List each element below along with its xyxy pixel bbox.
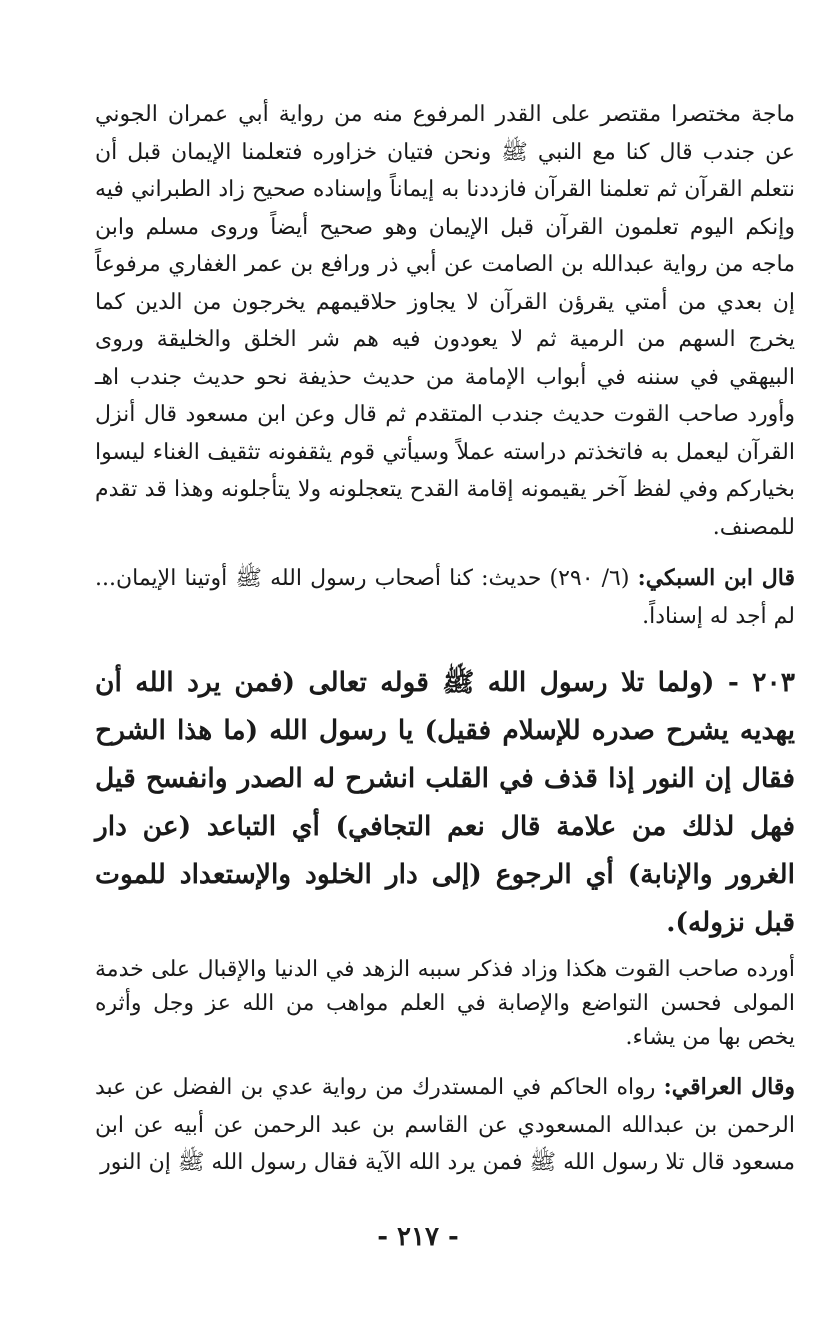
paragraph-iraqi	[95, 1069, 795, 1182]
subki-text: (٦/ ٢٩٠) حديث: كنا أصحاب رسول الله ﷺ أوتينا الإيمان... لم أجد له إسناداً.	[95, 566, 795, 629]
hadith-heading-203: ٢٠٣ - (ولما تلا رسول الله ﷺ قوله تعالى (فمن يرد الله أن يهديه يشرح صدره للإسلام فقيل) يا رسول الله (ما هذا الشرح فقال إن النور إذا قذف في القلب انشرح له الصدر وانفسح قيل فهل لذلك من علامة قال نعم التجافي) أي التباعد (عن دار الغرور والإنابة) أي الرجوع (إلى دار الخلود والإستعداد للموت قبل نزوله).	[95, 667, 795, 938]
page-body	[95, 96, 795, 1182]
paragraph-subki	[95, 560, 795, 635]
paragraph-main: ماجة مختصرا مقتصر على القدر المرفوع منه من رواية أبي عمران الجوني عن جندب قال كنا مع النبي ﷺ ونحن فتيان خزاوره فتعلمنا الإيمان قبل أن نتعلم القرآن ثم تعلمنا القرآن فازددنا به إيماناً وإسناده صحيح زاد الطبراني فيه وإنكم اليوم تعلمون القرآن قبل الإيمان وهو صحيح أيضاً وروى مسلم وابن ماجه من رواية عبدالله بن الصامت عن أبي ذر ورافع بن عمر الغفاري مرفوعاً إن بعدي من أمتي يقرؤن القرآن لا يجاوز حلاقيمهم يخرجون من الدين كما يخرج السهم من الرمية ثم لا يعودون فيه هم شر الخلق والخليقة وروى البيهقي في سننه في أبواب الإمامة من حديث حذيفة نحو حديث جندب اهـ وأورد صاحب القوت حديث جندب المتقدم ثم قال وعن ابن مسعود قال أنزل القرآن ليعمل به فاتخذتم دراسته عملاً وسيأتي قوم يثقفونه تثقيف الغناء ليسوا بخياركم وفي لفظ آخر يقيمونه إقامة القدح يتعجلونه ولا يتأجلونه وهذا قد تقدم للمصنف.	[95, 102, 795, 540]
paragraph-qut: أورده صاحب القوت هكذا وزاد فذكر سببه الزهد في الدنيا والإقبال على خدمة المولى فحسن التواضع والإصابة في العلم مواهب من الله عز وجل وأثره يخص بها من يشاء.	[95, 957, 795, 1050]
iraqi-text: رواه الحاكم في المستدرك من رواية عدي بن الفضل عن عبد الرحمن بن عبدالله المسعودي عن القاسم بن عبد الرحمن عن أبيه عن ابن مسعود قال تلا رسول الله ﷺ فمن يرد الله الآية فقال رسول الله ﷺ إن النور	[95, 1075, 795, 1175]
page-number: - ٢١٧ -	[377, 1222, 459, 1252]
subki-label: قال ابن السبكي:	[637, 565, 796, 591]
iraqi-label: وقال العراقي:	[663, 1074, 795, 1100]
